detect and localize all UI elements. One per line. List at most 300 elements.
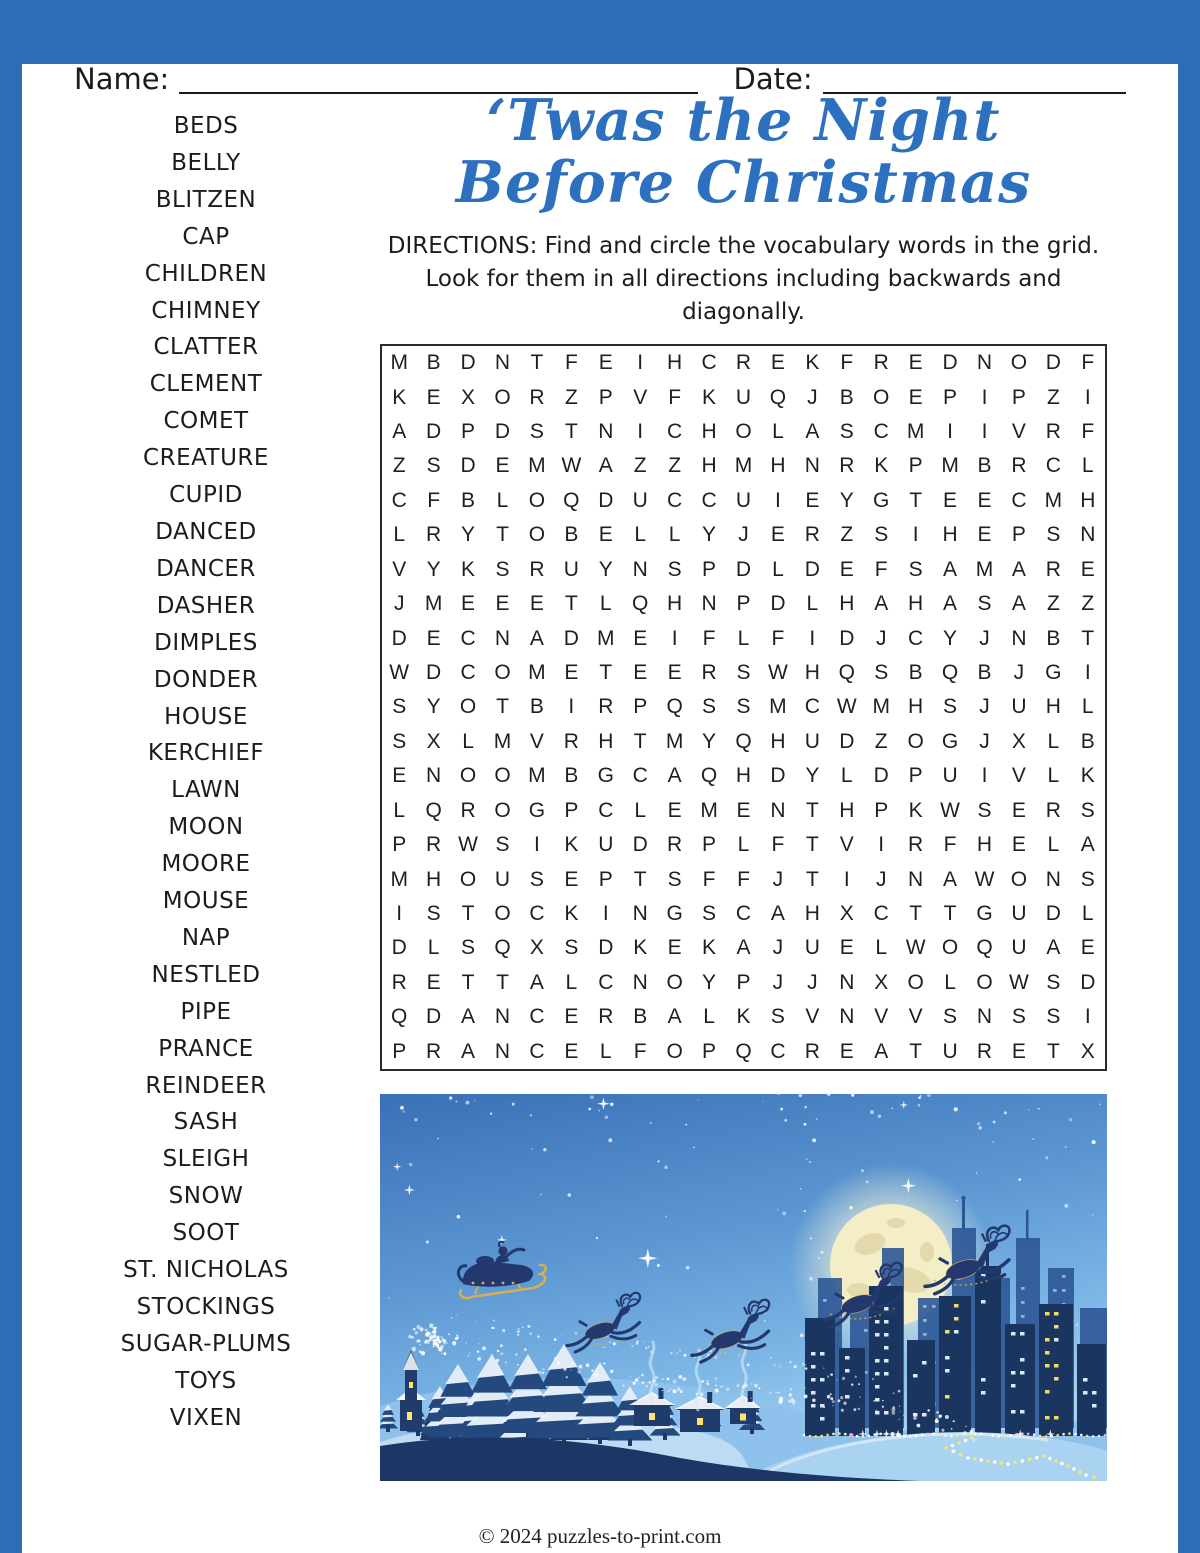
word-list-item: DIMPLES: [154, 629, 258, 656]
grid-letter: O: [528, 523, 546, 547]
grid-letter: K: [805, 351, 820, 375]
grid-letter: S: [1080, 867, 1095, 891]
grid-letter: S: [426, 902, 441, 926]
grid-letter: S: [770, 1005, 785, 1029]
grid-letter: C: [598, 970, 614, 994]
grid-letter: X: [1080, 1039, 1095, 1063]
word-list-item: CLATTER: [153, 334, 259, 361]
grid-letter: P: [702, 1039, 717, 1063]
grid-letter: Z: [840, 523, 854, 547]
grid-letter: P: [598, 385, 613, 409]
grid-letter: Q: [563, 488, 580, 512]
grid-letter: T: [633, 867, 647, 891]
grid-letter: T: [909, 1039, 923, 1063]
grid-letter: Z: [633, 454, 647, 478]
grid-letter: G: [666, 902, 683, 926]
grid-letter: C: [908, 626, 924, 650]
grid-letter: U: [1011, 902, 1027, 926]
grid-letter: S: [977, 592, 992, 616]
grid-letter: T: [496, 970, 509, 994]
grid-letter: U: [735, 385, 752, 409]
grid-letter: E: [598, 351, 613, 375]
grid-letter: D: [391, 626, 407, 650]
grid-letter: B: [564, 764, 579, 788]
grid-letter: B: [633, 1005, 648, 1029]
grid-letter: M: [597, 626, 615, 650]
grid-letter: J: [807, 970, 818, 994]
grid-letter: G: [528, 798, 546, 822]
grid-letter: E: [977, 488, 992, 512]
grid-letter: T: [564, 420, 578, 444]
grid-letter: I: [671, 626, 678, 650]
grid-letter: J: [875, 867, 887, 891]
grid-letter: I: [568, 695, 575, 719]
grid-letter: H: [908, 592, 924, 616]
grid-letter: J: [772, 936, 784, 960]
grid-letter: O: [494, 764, 511, 788]
word-list-item: CUPID: [169, 482, 243, 509]
grid-letter: Y: [702, 729, 717, 753]
grid-letter: V: [1011, 420, 1026, 444]
grid-letter: P: [702, 557, 717, 581]
grid-letter: M: [390, 867, 408, 891]
word-list-item: MOORE: [161, 851, 251, 878]
grid-letter: L: [1047, 833, 1060, 857]
grid-letter: Z: [392, 454, 406, 478]
grid-letter: J: [807, 385, 818, 409]
grid-letter: A: [736, 936, 751, 960]
grid-letter: G: [1045, 661, 1062, 685]
grid-letter: S: [874, 661, 889, 685]
grid-letter: W: [905, 936, 926, 960]
grid-letter: C: [804, 695, 820, 719]
grid-letter: R: [426, 523, 442, 547]
word-list-item: MOON: [168, 814, 244, 841]
grid-letter: E: [529, 592, 544, 616]
grid-letter: L: [599, 592, 612, 616]
grid-letter: E: [977, 523, 992, 547]
grid-letter: O: [941, 936, 959, 960]
grid-letter: S: [943, 1005, 958, 1029]
grid-letter: C: [770, 1039, 786, 1063]
grid-letter: N: [494, 351, 511, 375]
grid-letter: P: [392, 1039, 407, 1063]
grid-letter: J: [393, 592, 405, 616]
grid-letter: C: [391, 488, 407, 512]
grid-letter: A: [805, 420, 820, 444]
grid-letter: E: [392, 764, 407, 788]
grid-letter: R: [529, 385, 545, 409]
word-list-item: CHIMNEY: [151, 297, 261, 324]
grid-letter: L: [944, 970, 956, 994]
grid-letter: T: [805, 798, 819, 822]
word-list-item: DONDER: [153, 666, 259, 693]
grid-letter: D: [839, 729, 855, 753]
grid-letter: V: [908, 1005, 923, 1029]
grid-letter: J: [772, 970, 784, 994]
grid-letter: M: [390, 351, 408, 375]
grid-letter: C: [701, 488, 717, 512]
grid-letter: L: [1081, 454, 1094, 478]
grid-letter: B: [426, 351, 441, 375]
word-list-item: COMET: [163, 408, 249, 435]
grid-letter: S: [943, 695, 958, 719]
grid-letter: S: [1046, 523, 1061, 547]
grid-letter: C: [460, 626, 476, 650]
grid-letter: O: [494, 798, 511, 822]
grid-letter: F: [702, 626, 716, 650]
grid-letter: W: [389, 661, 410, 685]
grid-letter: M: [424, 592, 443, 616]
grid-letter: H: [770, 454, 786, 478]
grid-letter: S: [392, 729, 407, 753]
grid-letter: R: [598, 695, 614, 719]
grid-letter: T: [461, 970, 475, 994]
grid-letter: S: [1080, 798, 1095, 822]
grid-letter: H: [1080, 488, 1096, 512]
grid-letter: D: [1080, 970, 1096, 994]
grid-letter: S: [977, 798, 992, 822]
grid-letter: I: [602, 902, 609, 926]
grid-letter: A: [943, 557, 958, 581]
word-list-item: DANCED: [155, 518, 257, 545]
grid-letter: D: [735, 557, 752, 581]
grid-letter: H: [839, 592, 855, 616]
grid-letter: S: [667, 557, 682, 581]
word-list-item: ST. NICHOLAS: [123, 1257, 289, 1284]
grid-letter: Q: [976, 936, 993, 960]
grid-letter: N: [839, 1005, 855, 1029]
grid-letter: F: [564, 351, 578, 375]
grid-letter: P: [564, 798, 579, 822]
grid-letter: D: [563, 626, 579, 650]
grid-letter: Z: [564, 385, 578, 409]
grid-letter: C: [701, 351, 717, 375]
grid-letter: B: [1046, 626, 1061, 650]
grid-letter: I: [534, 833, 540, 857]
grid-letter: L: [634, 798, 647, 822]
grid-letter: P: [461, 420, 476, 444]
grid-letter: B: [977, 661, 992, 685]
grid-letter: S: [495, 557, 510, 581]
grid-letter: M: [528, 764, 546, 788]
grid-letter: T: [599, 661, 613, 685]
word-list-item: TOYS: [175, 1367, 237, 1394]
word-search-grid: [380, 344, 1107, 1071]
grid-letter: M: [769, 695, 787, 719]
grid-letter: L: [393, 523, 406, 547]
grid-letter: F: [633, 1039, 647, 1063]
directions-text: [380, 230, 1107, 329]
grid-letter: O: [494, 661, 511, 685]
grid-letter: P: [874, 798, 889, 822]
grid-letter: T: [633, 729, 647, 753]
grid-letter: L: [1081, 695, 1094, 719]
grid-letter: A: [667, 1005, 682, 1029]
grid-letter: D: [460, 454, 476, 478]
grid-letter: Y: [943, 626, 958, 650]
grid-letter: B: [529, 695, 544, 719]
grid-letter: A: [1080, 833, 1095, 857]
grid-letter: Z: [1046, 592, 1060, 616]
grid-letter: D: [804, 557, 820, 581]
grid-letter: F: [737, 867, 750, 891]
grid-letter: L: [462, 729, 474, 753]
grid-letter: I: [981, 764, 988, 788]
grid-letter: A: [529, 626, 544, 650]
grid-letter: G: [976, 902, 993, 926]
grid-letter: Q: [700, 764, 718, 788]
grid-letter: D: [391, 936, 407, 960]
grid-letter: N: [976, 351, 993, 375]
grid-letter: O: [494, 385, 511, 409]
grid-letter: E: [564, 1005, 579, 1029]
grid-letter: Y: [702, 970, 717, 994]
grid-letter: O: [459, 695, 477, 719]
grid-letter: L: [668, 523, 681, 547]
grid-letter: J: [1013, 661, 1025, 685]
grid-letter: D: [1045, 902, 1061, 926]
title-line-2: Before Christmas: [455, 149, 1032, 216]
grid-letter: S: [392, 695, 407, 719]
title-line-1: ‘Twas the Night: [486, 87, 1001, 154]
word-list-item: DANCER: [156, 555, 256, 582]
grid-letter: V: [392, 557, 407, 581]
grid-letter: E: [839, 557, 854, 581]
grid-letter: M: [734, 454, 753, 478]
word-list-item: BELLY: [171, 149, 241, 176]
grid-letter: R: [460, 798, 476, 822]
grid-letter: D: [598, 488, 614, 512]
grid-letter: H: [598, 729, 614, 753]
grid-letter: U: [735, 488, 752, 512]
grid-letter: N: [632, 902, 648, 926]
grid-letter: N: [1080, 523, 1096, 547]
grid-letter: H: [735, 764, 752, 788]
grid-letter: O: [494, 902, 511, 926]
grid-letter: N: [839, 970, 855, 994]
grid-letter: C: [632, 764, 648, 788]
grid-letter: H: [667, 592, 683, 616]
grid-letter: M: [906, 420, 925, 444]
grid-letter: M: [528, 454, 546, 478]
grid-letter: Z: [1081, 592, 1095, 616]
grid-letter: A: [770, 902, 785, 926]
grid-letter: D: [1045, 351, 1061, 375]
grid-letter: I: [843, 867, 850, 891]
grid-letter: L: [840, 764, 853, 788]
grid-letter: J: [979, 729, 990, 753]
grid-letter: S: [908, 557, 923, 581]
grid-letter: O: [459, 867, 477, 891]
word-list-item: MOUSE: [162, 888, 250, 915]
grid-letter: J: [979, 695, 990, 719]
grid-letter: C: [1011, 488, 1027, 512]
grid-letter: E: [426, 626, 441, 650]
grid-letter: L: [634, 523, 647, 547]
grid-letter: X: [1011, 729, 1026, 753]
grid-letter: R: [1011, 454, 1027, 478]
grid-letter: A: [943, 592, 958, 616]
grid-letter: U: [494, 867, 511, 891]
grid-letter: L: [737, 833, 750, 857]
grid-letter: K: [564, 902, 579, 926]
word-list-item: NESTLED: [151, 961, 261, 988]
grid-letter: N: [632, 557, 648, 581]
grid-letter: E: [943, 488, 958, 512]
grid-letter: P: [908, 454, 923, 478]
grid-letter: O: [976, 970, 993, 994]
grid-letter: U: [632, 488, 648, 512]
grid-letter: E: [667, 661, 682, 685]
grid-letter: E: [839, 936, 854, 960]
word-list-item: SLEIGH: [162, 1146, 250, 1173]
grid-letter: E: [426, 970, 441, 994]
grid-letter: F: [1081, 351, 1095, 375]
grid-letter: O: [1010, 867, 1028, 891]
grid-letter: Q: [666, 695, 683, 719]
grid-letter: F: [771, 626, 785, 650]
grid-letter: I: [637, 420, 644, 444]
grid-letter: O: [1010, 351, 1028, 375]
puzzle-title: [380, 87, 1107, 216]
grid-letter: S: [529, 867, 544, 891]
grid-letter: N: [770, 798, 786, 822]
word-list-item: BEDS: [173, 113, 239, 139]
grid-letter: O: [666, 1039, 683, 1063]
grid-letter: I: [981, 385, 988, 409]
christmas-illustration: [380, 1094, 1107, 1481]
grid-letter: A: [529, 970, 544, 994]
grid-letter: L: [1047, 729, 1060, 753]
grid-letter: F: [1081, 420, 1095, 444]
grid-letter: F: [702, 867, 716, 891]
grid-letter: N: [598, 420, 614, 444]
grid-letter: C: [667, 420, 683, 444]
grid-letter: N: [976, 1005, 993, 1029]
grid-letter: E: [805, 488, 820, 512]
grid-letter: R: [1045, 798, 1061, 822]
grid-letter: S: [839, 420, 854, 444]
grid-letter: O: [873, 385, 890, 409]
grid-letter: W: [458, 833, 478, 857]
grid-letter: E: [908, 351, 923, 375]
grid-letter: V: [874, 1005, 889, 1029]
word-list-item: NAP: [181, 924, 231, 951]
grid-letter: H: [426, 867, 442, 891]
word-list-item: SASH: [173, 1109, 239, 1136]
grid-letter: R: [804, 1039, 820, 1063]
grid-letter: E: [667, 936, 682, 960]
word-list-item: BLITZEN: [155, 186, 257, 213]
grid-letter: S: [702, 902, 717, 926]
grid-letter: E: [908, 385, 923, 409]
grid-letter: M: [941, 454, 959, 478]
grid-letter: M: [665, 729, 684, 753]
grid-letter: R: [598, 1005, 614, 1029]
grid-letter: N: [426, 764, 442, 788]
grid-letter: A: [667, 764, 682, 788]
grid-letter: U: [563, 557, 579, 581]
grid-letter: R: [976, 1039, 993, 1063]
word-list-item: PRANCE: [158, 1035, 254, 1062]
grid-letter: A: [874, 1039, 889, 1063]
grid-letter: S: [1046, 970, 1061, 994]
grid-letter: J: [738, 523, 749, 547]
grid-letter: T: [496, 523, 509, 547]
grid-letter: I: [981, 420, 988, 444]
grid-letter: I: [912, 523, 919, 547]
grid-letter: S: [1011, 1005, 1026, 1029]
grid-letter: T: [1081, 626, 1095, 650]
grid-letter: O: [907, 970, 924, 994]
grid-letter: K: [702, 936, 717, 960]
grid-letter: R: [908, 833, 924, 857]
grid-letter: H: [667, 351, 683, 375]
grid-letter: P: [1011, 385, 1026, 409]
grid-letter: X: [529, 936, 544, 960]
grid-letter: S: [667, 867, 682, 891]
grid-letter: S: [874, 523, 889, 547]
grid-letter: D: [426, 661, 442, 685]
grid-letter: D: [460, 351, 476, 375]
grid-letter: L: [1081, 902, 1094, 926]
grid-letter: T: [909, 488, 923, 512]
grid-letter: O: [666, 970, 683, 994]
word-list-item: PIPE: [180, 998, 232, 1025]
word-list-column: [60, 94, 352, 1437]
grid-letter: A: [461, 1005, 476, 1029]
grid-letter: G: [597, 764, 614, 788]
grid-letter: U: [804, 936, 820, 960]
grid-letter: B: [908, 661, 923, 685]
grid-letter: F: [427, 488, 441, 512]
grid-letter: F: [943, 833, 957, 857]
grid-letter: F: [840, 351, 854, 375]
grid-letter: L: [737, 626, 750, 650]
grid-letter: D: [494, 420, 511, 444]
grid-letter: W: [561, 454, 582, 478]
grid-letter: Z: [668, 454, 682, 478]
grid-letter: B: [839, 385, 854, 409]
word-list-item: STOCKINGS: [136, 1294, 276, 1320]
grid-letter: V: [529, 729, 544, 753]
grid-letter: C: [529, 902, 545, 926]
grid-letter: Q: [391, 1005, 408, 1029]
word-list-item: CHILDREN: [144, 260, 268, 287]
grid-letter: Y: [598, 557, 613, 581]
grid-letter: R: [701, 661, 717, 685]
name-label: Name:: [74, 62, 170, 96]
grid-letter: E: [564, 661, 579, 685]
grid-letter: M: [975, 557, 994, 581]
grid-letter: R: [1045, 557, 1061, 581]
grid-letter: F: [874, 557, 888, 581]
grid-letter: A: [392, 420, 407, 444]
grid-letter: R: [873, 351, 889, 375]
grid-letter: P: [943, 385, 958, 409]
puzzle-column: [380, 87, 1107, 1481]
grid-letter: E: [564, 867, 579, 891]
grid-letter: E: [667, 798, 682, 822]
grid-letter: I: [1084, 385, 1091, 409]
grid-letter: U: [804, 729, 820, 753]
grid-letter: U: [1011, 695, 1027, 719]
grid-letter: L: [1047, 764, 1060, 788]
grid-letter: S: [564, 936, 579, 960]
grid-letter: E: [461, 592, 476, 616]
directions-line-1: DIRECTIONS: Find and circle the vocabulary words in the grid.: [387, 233, 1100, 259]
